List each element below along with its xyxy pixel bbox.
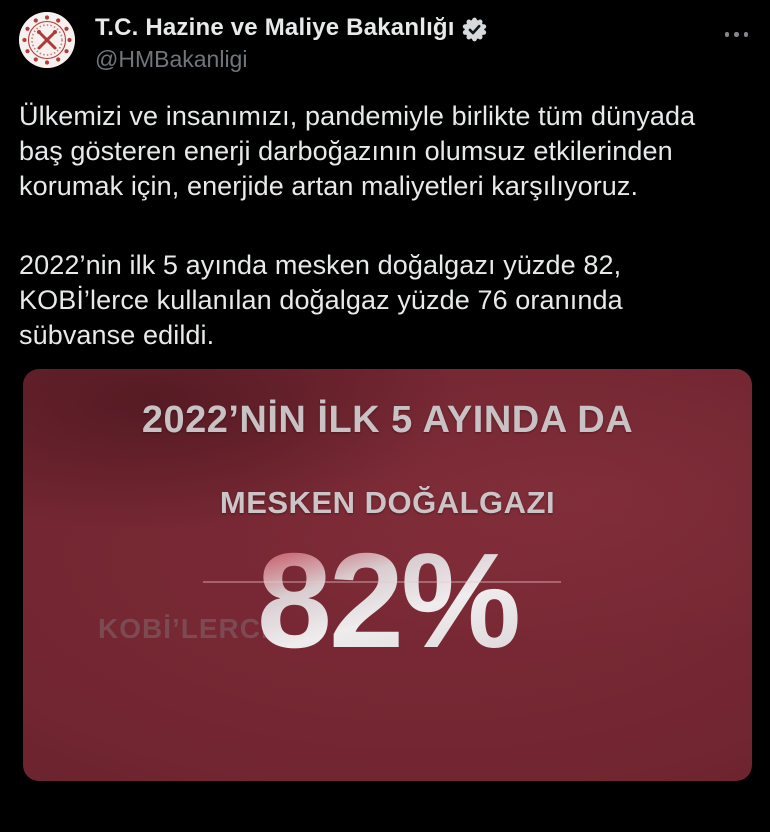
media-divider-line bbox=[203, 581, 561, 583]
more-dot bbox=[734, 32, 739, 37]
media-percentage: 82% bbox=[23, 533, 752, 668]
tweet-text bbox=[19, 99, 741, 353]
media-subtitle: MESKEN DOĞALGAZI bbox=[219, 485, 556, 520]
tweet-header bbox=[19, 12, 751, 73]
avatar[interactable] bbox=[19, 12, 75, 68]
tweet-paragraph-1: Ülkemizi ve insanımızı, pandemiyle birlikte tüm dünyada baş gösteren enerji darboğazının olumsuz etkilerinden korumak için, enerjide artan maliyetleri karşılıyoruz. bbox=[19, 101, 696, 201]
author-name[interactable]: T.C. Hazine ve Maliye Bakanlığı bbox=[95, 14, 455, 41]
more-dot bbox=[744, 32, 749, 37]
author-handle[interactable]: @HMBakanligi bbox=[95, 46, 248, 72]
ministry-seal-icon bbox=[19, 12, 75, 68]
more-button[interactable] bbox=[723, 26, 751, 43]
verified-icon bbox=[462, 17, 487, 42]
tweet-media-image[interactable] bbox=[23, 369, 752, 781]
tweet-paragraph-2: 2022’nin ilk 5 ayında mesken doğalgazı yüzde 82, KOBİ’lerce kullanılan doğalgaz yüzde 76 oranında sübvanse edildi. bbox=[19, 250, 623, 350]
more-dot bbox=[725, 32, 730, 37]
media-title: 2022’NİN İLK 5 AYINDA DA bbox=[141, 399, 634, 441]
author-block bbox=[95, 12, 487, 73]
